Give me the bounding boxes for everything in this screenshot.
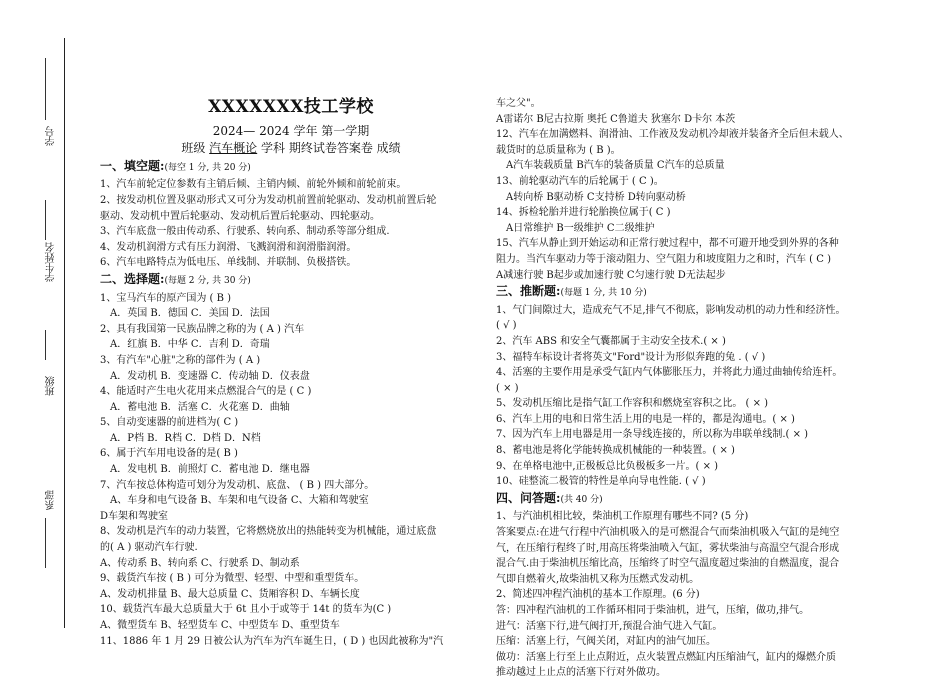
judge-q10: 10、硅整流二极管的特性是单向导电性能. ( √ ) [496, 476, 706, 488]
class-blank [45, 330, 46, 360]
qa-q2-answer-1: 答：四冲程汽油机的工作循环相同于柴油机，进气，压缩，做功,排气。 [496, 605, 810, 616]
choice-q14-options: A日常维护 B一级维护 C二级维护 [506, 222, 655, 234]
choice-q14: 14、拆检轮胎并进行轮胎换位属于( C ) [496, 207, 671, 219]
school-title: XXXXXXX技工学校 [208, 97, 374, 117]
choice-q11: 11、1886 年 1 月 29 日被公认为汽车为汽车诞生日，( D ) 也因此被称为"汽 [100, 635, 444, 647]
choice-q7-options: A、车身和电气设备 B、车架和电气设备 C、大箱和驾驶室 [110, 495, 369, 507]
name-label: 学生姓名 [46, 242, 57, 282]
fill-q3: 3、汽车底盘一般由传动系、行驶系、转向系、制动系等部分组成. [100, 226, 390, 238]
binding-margin [0, 0, 95, 672]
choice-q9-options: A、发动机排量 B、最大总质量 C、货厢容积 D、车辆长度 [100, 588, 360, 600]
section-fill-blank-title: 一、填空题:(每空 1 分, 共 20 分) [100, 158, 251, 173]
choice-q2: 2、具有我国第一民族品牌之称的为 ( A ) 汽车 [100, 323, 305, 335]
qa-q1-answer-1: 答案要点:在进气行程中汽油机吸入的是可燃混合气而柴油机吸入气缸的是纯空 [496, 527, 840, 539]
dept-label: 系部 [46, 490, 57, 510]
choice-q8: 8、发动机是汽车的动力装置，它将燃烧放出的热能转变为机械能，通过底盘 [100, 526, 437, 538]
choice-q10: 10、载货汽车最大总质量大于 6t 且小于或等于 14t 的货车为(C ) [100, 604, 392, 616]
choice-q5-options: A．P档 B．R档 C．D档 D．N档 [110, 432, 261, 444]
judge-q1: 1、气门间隙过大，造成充气不足,排气不彻底，影响发动机的动力性和经济性。 [496, 304, 846, 316]
choice-q11-options: A雷诺尔 B尼古拉斯 奥托 C鲁道夫 狄塞尔 D卡尔 本茨 [496, 113, 736, 125]
binding-line [64, 38, 65, 628]
judge-q9: 9、在单格电池中,正极板总比负极板多一片。( × ) [496, 460, 719, 472]
choice-q1-options: A．英国 B．德国 C．美国 D．法国 [110, 308, 270, 320]
student-no-label: 学号 [46, 126, 57, 146]
qa-q2-answer-2: 进气：活塞下行,进气阀打开,预混合油气进入气缸。 [496, 620, 723, 632]
left-column [100, 0, 482, 649]
section-choice-title: 二、选择题:(每题 2 分, 共 30 分) [100, 271, 251, 286]
choice-q5: 5、自动变速器的前进档为( C ) [100, 417, 239, 429]
choice-q15-cont: 阻力。当汽车驱动力等于滚动阻力、空气阻力和坡度阻力之和时，汽车 ( C ) [496, 253, 831, 265]
judge-q4: 4、活塞的主要作用是承受气缸内气体膨胀压力，并将此力通过曲轴传给连杆。 [496, 367, 843, 379]
qa-q1-answer-4: 气即自燃着火,故柴油机又称为压燃式发动机。 [496, 573, 700, 585]
judge-q3: 3、福特车标设计者将英文"Ford"设计为形似奔跑的兔 . ( √ ) [496, 351, 766, 363]
qa-q2-answer-4: 做功：活塞上行至上止点附近，点火装置点燃缸内压缩油气，缸内的爆燃介质 [496, 651, 836, 663]
right-column [496, 0, 886, 681]
choice-q12: 12、汽车在加满燃料、润滑油、工作液及发动机冷却液并装备齐全后但未载人、 [496, 129, 849, 141]
choice-q15-options: A减速行驶 B起步或加速行驶 C匀速行驶 D无法起步 [496, 269, 726, 281]
qa-q1-answer-3: 混合气.由于柴油机压缩比高，压缩终了时空气温度超过柴油的自燃温度，混合 [496, 558, 840, 570]
choice-q11-cont: 车之父"。 [496, 98, 541, 109]
choice-q4-options: A．蓄电池 B．活塞 C．火花塞 D．曲轴 [110, 401, 290, 413]
qa-q1: 1、与汽油机相比较，柴油机工作原理有哪些不同? (5 分) [496, 511, 749, 523]
judge-q1-answer: ( √ ) [496, 320, 517, 332]
choice-q9: 9、载货汽车按 ( B ) 可分为微型、轻型、中型和重型货车。 [100, 573, 365, 585]
judge-q4-answer: ( × ) [496, 382, 519, 394]
judge-q2: 2、汽车 ABS 和安全气囊都属于主动安全技术.( × ) [496, 335, 726, 347]
dept-blank [45, 518, 46, 568]
section-qa-title: 四、问答题:(共 40 分) [496, 490, 603, 505]
class-suffix: 学科 期终试卷答案卷 成绩 [261, 141, 401, 156]
class-prefix: 班级 [181, 141, 206, 156]
qa-q2-answer-5: 推动越过上止点的活塞下行对外做功。 [496, 667, 666, 679]
choice-q3: 3、有汽车"心脏"之称的部件为 ( A ) [100, 354, 261, 366]
qa-q2-answer-3: 压缩：活塞上行，气阀关闭，对缸内的油气加压。 [496, 636, 716, 648]
choice-q2-options: A．红旗 B．中华 C．吉利 D．奇瑞 [110, 339, 270, 351]
judge-q7: 7、因为汽车上用电器是用一条导线连接的，所以称为串联单线制.( × ) [496, 429, 809, 441]
choice-q10-options: A、微型货车 B、轻型货车 C、中型货车 D、重型货车 [100, 620, 340, 631]
fill-q6: 6、汽车电路特点为低电压、单线制、并联制、负极搭铁。 [100, 257, 357, 269]
judge-q6: 6、汽车上用的电和日常生活上用的电是一样的，都是沟通电。( × ) [496, 413, 795, 425]
choice-q12-options: A汽车装载质量 B汽车的装备质量 C汽车的总质量 [506, 160, 725, 172]
section-judge-title: 三、推断题:(每题 1 分, 共 10 分) [496, 284, 647, 299]
subject-name: 汽车概论 [209, 141, 258, 156]
choice-q6-options: A．发电机 B．前照灯 C．蓄电池 D．继电器 [110, 464, 310, 476]
choice-q6: 6、属于汽车用电设备的是( B ) [100, 448, 238, 460]
class-label: 班级 [46, 376, 57, 396]
choice-q1: 1、宝马汽车的原产国为 ( B ) [100, 292, 232, 304]
choice-q3-options: A．发动机 B．变速器 C．传动轴 D．仪表盘 [110, 370, 310, 382]
choice-q7: 7、汽车按总体构造可划分为发动机、底盘、 ( B ) 四大部分。 [100, 479, 375, 491]
choice-q15: 15、汽车从静止到开始运动和正常行驶过程中，都不可避开地受到外界的各种 [496, 238, 839, 250]
judge-q8: 8、蓄电池是将化学能转换成机械能的一种装置。( × ) [496, 445, 735, 457]
qa-q1-answer-2: 气，在压缩行程终了时,用高压将柴油喷入气缸，雾状柴油与高温空气混合形成 [496, 542, 840, 554]
qa-q2: 2、简述四冲程汽油机的基本工作原理。(6 分) [496, 589, 700, 601]
fill-q4: 4、发动机润滑方式有压力润滑、飞溅润滑和润滑脂润滑。 [100, 241, 357, 253]
fill-q2-cont: 驱动、发动机中置后轮驱动、发动机后置后轮驱动、四轮驱动。 [100, 210, 380, 222]
choice-q8-cont: 的( A ) 驱动汽车行驶. [100, 542, 198, 554]
choice-q8-options: A、传动系 B、转向系 C、行驶系 D、制动系 [100, 557, 300, 569]
student-no-blank [45, 58, 46, 120]
choice-q12-cont: 载货时的总质量称为 ( B )。 [496, 144, 621, 156]
choice-q7-options-cont: D车架和驾驶室 [100, 510, 169, 522]
term-line: 2024— 2024 学年 第一学期 [212, 123, 370, 138]
choice-q4: 4、能适时产生电火花用来点燃混合气的是 ( C ) [100, 386, 312, 398]
fill-q1: 1、汽车前轮定位参数有主销后倾、主销内倾、前轮外倾和前轮前束。 [100, 179, 407, 191]
fill-q2: 2、按发动机位置及驱动形式又可分为发动机前置前轮驱动、发动机前置后轮 [100, 194, 437, 206]
judge-q5: 5、发动机压缩比是指气缸工作容积和燃烧室容积之比。 ( × ) [496, 398, 769, 410]
choice-q13: 13、前轮驱动汽车的后轮属于 ( C )。 [496, 175, 664, 187]
choice-q13-options: A转向桥 B驱动桥 C支持桥 D转向驱动桥 [506, 191, 686, 203]
class-line [100, 141, 482, 157]
name-blank [45, 200, 46, 240]
